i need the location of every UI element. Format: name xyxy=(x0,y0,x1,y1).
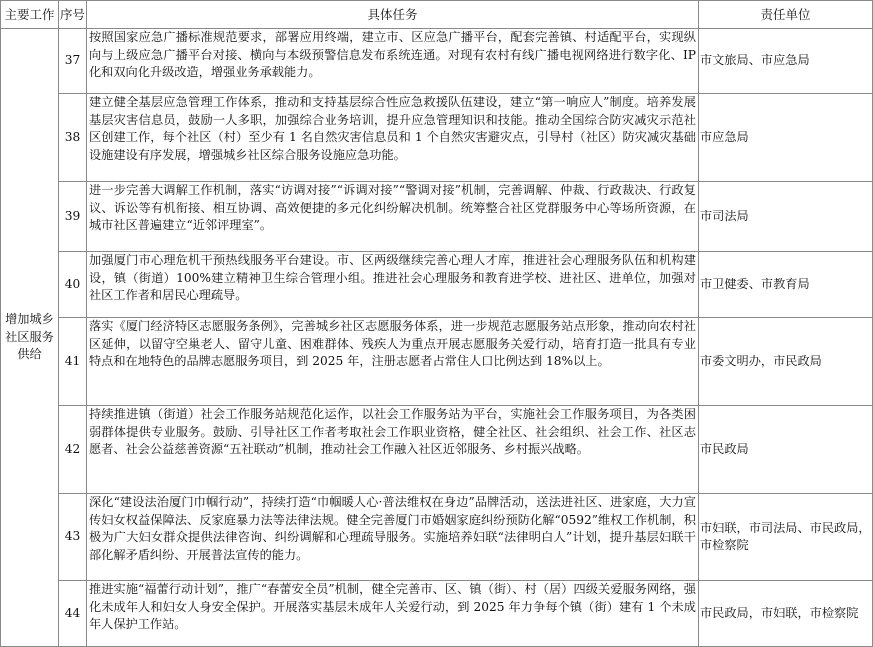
task-text: 加强厦门市心理危机干预热线服务平台建设。市、区两级继续完善心理人才库，推进社会心理服务队伍和机构建设，镇（街道）100%建立精神卫生综合管理小组。推进社会心理服务和教育进学校、进社区、进单位，加强对社区工作者和居民心理疏导。 xyxy=(87,252,699,318)
task-text: 深化“建设法治厦门巾帼行动”，持续打造“巾帼暖人心·普法维权在身边”品牌活动，送法进社区、进家庭，大力宣传妇女权益保障法、反家庭暴力法等法律法规。健全完善厦门市婚姻家庭纠纷预防化解“0592”维权工作机制，积极为广大妇女群众提供法律咨询、纠纷调解和心理疏导服务。实施培养妇联“法律明白人”计划，提升基层妇联干部化解矛盾纠纷、开展普法宣传的能力。 xyxy=(87,494,699,581)
header-work: 主要工作 xyxy=(1,1,59,29)
task-text: 推进实施“福蕾行动计划”，推广“春蕾安全员”机制，健全完善市、区、镇（街）、村（居）四级关爱服务网络，强化未成年人和妇女人身安全保护。开展落实基层未成年人关爱行动，到 2025 年力争每个镇（街）建有 1 个未成年人保护工作站。 xyxy=(87,581,699,647)
row-number: 38 xyxy=(59,94,87,182)
header-num: 序号 xyxy=(59,1,87,29)
responsible-unit: 市妇联，市司法局、市民政局，市检察院 xyxy=(699,494,873,581)
responsible-unit: 市文旅局、市应急局 xyxy=(699,29,873,94)
table-row xyxy=(1,29,873,94)
row-number: 44 xyxy=(59,581,87,647)
row-number: 43 xyxy=(59,494,87,581)
responsible-unit: 市委文明办，市民政局 xyxy=(699,318,873,406)
header-task: 具体任务 xyxy=(87,1,699,29)
responsible-unit: 市司法局 xyxy=(699,182,873,252)
task-text: 建立健全基层应急管理工作体系，推动和支持基层综合性应急救援队伍建设，建立“第一响应人”制度。培养发展基层灾害信息员，鼓励一人多职，加强综合业务培训，提升应急管理知识和技能。推动全国综合防灾减灾示范社区创建工作，每个社区（村）至少有 1 名自然灾害信息员和 1 个自然灾害避灾点，引导村（社区）防灾减灾基础设施建设有序发展，增强城乡社区综合服务设施应急功能。 xyxy=(87,94,699,182)
responsible-unit: 市应急局 xyxy=(699,94,873,182)
table-row xyxy=(1,494,873,581)
responsible-unit: 市民政局 xyxy=(699,406,873,494)
table-row xyxy=(1,318,873,406)
table-row xyxy=(1,406,873,494)
row-number: 41 xyxy=(59,318,87,406)
responsible-unit: 市卫健委、市教育局 xyxy=(699,252,873,318)
row-number: 42 xyxy=(59,406,87,494)
row-number: 40 xyxy=(59,252,87,318)
group-title: 增加城乡社区服务供给 xyxy=(1,29,59,647)
header-unit: 责任单位 xyxy=(699,1,873,29)
table-row xyxy=(1,94,873,182)
row-number: 39 xyxy=(59,182,87,252)
task-text: 进一步完善大调解工作机制，落实“访调对接”“诉调对接”“警调对接”机制，完善调解、仲裁、行政裁决、行政复议、诉讼等有机衔接、相互协调、高效便捷的多元化纠纷解决机制。统筹整合社区党群服务中心等场所资源，在城市社区普遍建立“近邻评理室”。 xyxy=(87,182,699,252)
table-row xyxy=(1,581,873,647)
task-text: 按照国家应急广播标准规范要求，部署应用终端，建立市、区应急广播平台，配套完善镇、村适配平台，实现纵向与上级应急广播平台对接、横向与本级预警信息发布系统连通。对现有农村有线广播电视网络进行数字化、IP 化和双向化升级改造，增强业务承载能力。 xyxy=(87,29,699,94)
row-number: 37 xyxy=(59,29,87,94)
table-row xyxy=(1,252,873,318)
responsible-unit: 市民政局，市妇联，市检察院 xyxy=(699,581,873,647)
task-text: 持续推进镇（街道）社会工作服务站规范化运作，以社会工作服务站为平台，实施社会工作服务项目，为各类困弱群体提供专业服务。鼓励、引导社区工作者考取社会工作职业资格，健全社区、社会组织、社会工作、社区志愿者、社会公益慈善资源“五社联动”机制，推动社会工作融入社区近邻服务、乡村振兴战略。 xyxy=(87,406,699,494)
table-row xyxy=(1,182,873,252)
task-text: 落实《厦门经济特区志愿服务条例》，完善城乡社区志愿服务体系，进一步规范志愿服务站点形象，推动向农村社区延伸，以留守空巢老人、留守儿童、困难群体、残疾人为重点开展志愿服务关爱行动，培育打造一批具有专业特点和在地特色的品牌志愿服务项目，到 2025 年，注册志愿者占常住人口比例达到 18%以上。 xyxy=(87,318,699,406)
header-row xyxy=(1,1,873,29)
